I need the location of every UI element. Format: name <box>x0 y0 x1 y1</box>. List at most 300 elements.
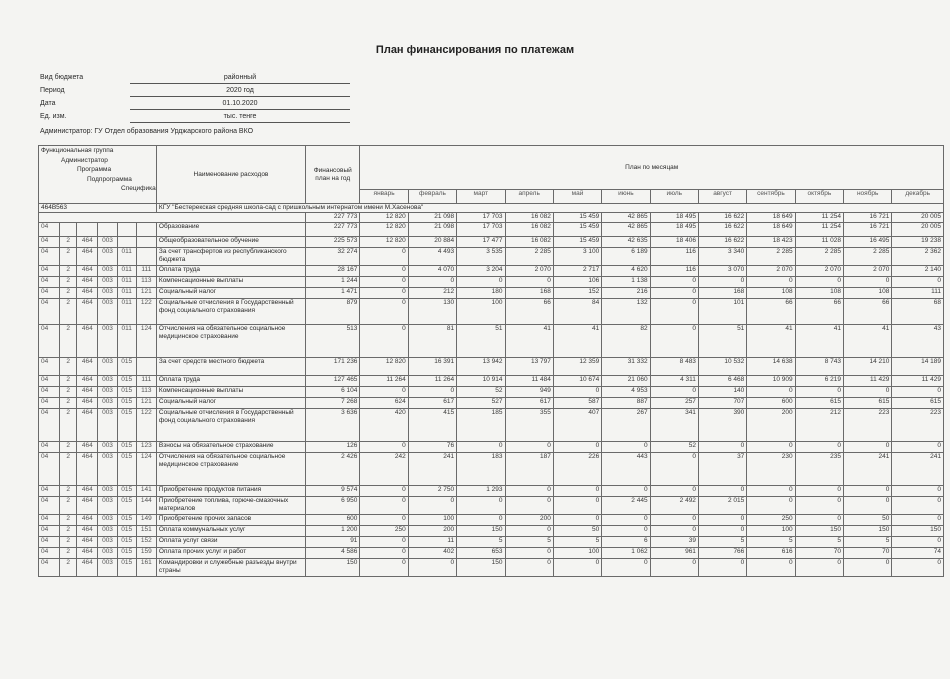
annual-plan-cell: 1 471 <box>306 288 360 299</box>
classification-code-cell: 124 <box>136 453 156 486</box>
month-cell: 4 493 <box>408 248 456 266</box>
month-cell: 108 <box>844 288 892 299</box>
month-cell: 66 <box>844 299 892 325</box>
month-cell: 0 <box>892 442 944 453</box>
functional-group-cell: 04 <box>39 288 60 299</box>
annual-plan-header: Финансовый план на год <box>306 146 360 204</box>
month-cell: 0 <box>360 277 408 288</box>
subprogram-cell: 003 <box>98 288 117 299</box>
month-cell: 235 <box>795 453 843 486</box>
month-cell: 21 060 <box>602 376 650 387</box>
month-cell: 0 <box>747 387 795 398</box>
expense-name-cell: Социальный налог <box>156 398 305 409</box>
month-cell: 0 <box>650 453 698 486</box>
expense-name-cell: Оплата коммунальных услуг <box>156 526 305 537</box>
classification-code-cell <box>136 248 156 266</box>
month-header: июль <box>650 190 698 204</box>
expense-name-cell: Приобретение топлива, горюче-смазочных материалов <box>156 497 305 515</box>
month-cell: 108 <box>795 288 843 299</box>
month-cell: 0 <box>844 387 892 398</box>
month-cell: 200 <box>408 526 456 537</box>
month-cell: 11 484 <box>505 376 553 387</box>
specifics-cell: 015 <box>117 358 136 376</box>
month-cell: 0 <box>795 442 843 453</box>
month-cell: 2 070 <box>747 266 795 277</box>
month-cell: 0 <box>844 497 892 515</box>
annual-plan-cell: 126 <box>306 442 360 453</box>
month-cell: 0 <box>698 277 746 288</box>
month-cell: 766 <box>698 548 746 559</box>
annual-plan-cell: 6 950 <box>306 497 360 515</box>
month-cell: 18 406 <box>650 237 698 248</box>
month-cell: 51 <box>457 325 505 358</box>
functional-group-label: Функциональная группа <box>41 147 114 154</box>
month-cell: 16 391 <box>408 358 456 376</box>
month-cell: 0 <box>360 537 408 548</box>
month-cell: 82 <box>602 325 650 358</box>
administrator-cell: 2 <box>60 548 77 559</box>
date-label: Дата <box>40 100 56 107</box>
org-name: КГУ "Бестерекская средняя школа-сад с пришкольным интернатом имени М.Хасенова" <box>156 204 943 213</box>
classification-code-cell: 141 <box>136 486 156 497</box>
month-cell: 100 <box>457 299 505 325</box>
month-cell: 150 <box>892 526 944 537</box>
month-cell: 0 <box>505 559 553 577</box>
month-cell: 150 <box>457 526 505 537</box>
month-cell: 12 820 <box>360 237 408 248</box>
annual-plan-cell: 227 773 <box>306 223 360 237</box>
annual-plan-cell: 32 274 <box>306 248 360 266</box>
specifics-cell: 011 <box>117 266 136 277</box>
month-cell: 617 <box>505 398 553 409</box>
program-cell: 464 <box>77 248 98 266</box>
specifics-cell: 015 <box>117 398 136 409</box>
expense-name-cell: Взносы на обязательное страхование <box>156 442 305 453</box>
expense-name-cell: Компенсационные выплаты <box>156 387 305 398</box>
specifics-cell: 011 <box>117 288 136 299</box>
month-cell: 16 721 <box>844 223 892 237</box>
month-cell: 42 865 <box>602 223 650 237</box>
month-cell: 11 254 <box>795 213 843 223</box>
month-cell: 2 362 <box>892 248 944 266</box>
month-cell: 52 <box>650 442 698 453</box>
month-cell: 17 477 <box>457 237 505 248</box>
classification-code-cell <box>136 237 156 248</box>
classification-code-cell: 159 <box>136 548 156 559</box>
month-cell: 187 <box>505 453 553 486</box>
month-cell: 0 <box>553 559 601 577</box>
month-cell: 0 <box>892 515 944 526</box>
subprogram-cell: 003 <box>98 358 117 376</box>
month-cell: 0 <box>650 559 698 577</box>
subprogram-cell: 003 <box>98 442 117 453</box>
month-cell: 68 <box>892 299 944 325</box>
expense-name-cell: Оплата услуг связи <box>156 537 305 548</box>
annual-plan-cell: 600 <box>306 515 360 526</box>
month-cell: 0 <box>650 288 698 299</box>
month-cell: 2 070 <box>844 266 892 277</box>
specifics-cell: 015 <box>117 548 136 559</box>
month-cell: 4 311 <box>650 376 698 387</box>
table-row <box>39 526 944 537</box>
administrator-cell: 2 <box>60 387 77 398</box>
month-cell: 150 <box>795 526 843 537</box>
month-cell: 5 <box>505 537 553 548</box>
month-cell: 76 <box>408 442 456 453</box>
month-cell: 0 <box>650 526 698 537</box>
month-cell: 0 <box>747 442 795 453</box>
classification-code-cell <box>136 358 156 376</box>
annual-plan-cell: 171 236 <box>306 358 360 376</box>
month-cell: 0 <box>360 548 408 559</box>
month-cell: 16 622 <box>698 237 746 248</box>
month-cell: 3 100 <box>553 248 601 266</box>
month-cell: 0 <box>650 277 698 288</box>
specifics-cell <box>117 223 136 237</box>
month-cell: 15 459 <box>553 237 601 248</box>
month-cell: 0 <box>892 277 944 288</box>
month-cell: 2 285 <box>505 248 553 266</box>
month-cell: 14 638 <box>747 358 795 376</box>
annual-plan-cell: 127 465 <box>306 376 360 387</box>
subprogram-cell: 003 <box>98 515 117 526</box>
table-row <box>39 442 944 453</box>
administrator-cell: 2 <box>60 526 77 537</box>
month-cell: 1 062 <box>602 548 650 559</box>
month-cell: 0 <box>505 548 553 559</box>
month-cell: 0 <box>360 497 408 515</box>
month-cell: 15 459 <box>553 213 601 223</box>
classification-code-cell: 121 <box>136 398 156 409</box>
month-cell: 100 <box>553 548 601 559</box>
program-cell: 464 <box>77 515 98 526</box>
table-row <box>39 497 944 515</box>
month-cell: 230 <box>747 453 795 486</box>
month-cell: 0 <box>505 486 553 497</box>
classification-code-cell: 121 <box>136 288 156 299</box>
month-cell: 6 189 <box>602 248 650 266</box>
program-cell: 464 <box>77 299 98 325</box>
classification-code-cell <box>136 223 156 237</box>
period-label: Период <box>40 87 65 94</box>
month-cell: 0 <box>844 486 892 497</box>
month-cell: 600 <box>747 398 795 409</box>
program-label: Программа <box>77 166 112 173</box>
program-cell: 464 <box>77 453 98 486</box>
month-cell: 20 005 <box>892 223 944 237</box>
month-cell: 1 138 <box>602 277 650 288</box>
month-cell: 41 <box>844 325 892 358</box>
expense-name-cell: Общеобразовательное обучение <box>156 237 305 248</box>
expense-name-cell: Социальные отчисления в Государственный фонд социального страхования <box>156 299 305 325</box>
month-cell: 2 750 <box>408 486 456 497</box>
administrator-cell: 2 <box>60 277 77 288</box>
functional-group-cell: 04 <box>39 376 60 387</box>
month-cell: 5 <box>747 537 795 548</box>
month-cell: 140 <box>698 387 746 398</box>
specifics-cell: 015 <box>117 526 136 537</box>
month-cell: 0 <box>795 515 843 526</box>
financing-table <box>38 145 944 577</box>
month-cell: 200 <box>505 515 553 526</box>
functional-group-cell: 04 <box>39 559 60 577</box>
program-cell: 464 <box>77 277 98 288</box>
month-cell: 2 492 <box>650 497 698 515</box>
table-row <box>39 288 944 299</box>
annual-plan-cell: 28 167 <box>306 266 360 277</box>
classification-header <box>39 146 157 204</box>
month-cell: 250 <box>747 515 795 526</box>
administrator-cell: 2 <box>60 299 77 325</box>
month-cell: 0 <box>360 288 408 299</box>
org-total-row <box>39 213 944 223</box>
monthly-plan-header: План по месяцам <box>360 146 944 190</box>
subprogram-cell: 003 <box>98 559 117 577</box>
expense-name-cell: Оплата труда <box>156 376 305 387</box>
month-cell: 341 <box>650 409 698 442</box>
administrator-cell: 2 <box>60 442 77 453</box>
classification-code-cell: 111 <box>136 376 156 387</box>
program-cell: 464 <box>77 442 98 453</box>
month-cell: 0 <box>602 526 650 537</box>
month-cell: 707 <box>698 398 746 409</box>
month-cell: 101 <box>698 299 746 325</box>
month-cell: 2 285 <box>747 248 795 266</box>
unit-value: тыс. тенге <box>130 113 350 123</box>
month-header: март <box>457 190 505 204</box>
month-cell: 2 717 <box>553 266 601 277</box>
month-cell: 0 <box>457 515 505 526</box>
month-cell: 0 <box>602 559 650 577</box>
month-cell: 241 <box>892 453 944 486</box>
subprogram-cell: 003 <box>98 376 117 387</box>
month-cell: 15 459 <box>553 223 601 237</box>
month-cell: 111 <box>892 288 944 299</box>
month-cell: 6 219 <box>795 376 843 387</box>
administrator-line: Администратор: ГУ Отдел образования Урджарского района ВКО <box>40 128 254 135</box>
subprogram-cell: 003 <box>98 548 117 559</box>
expense-name-cell: Приобретение продуктов питания <box>156 486 305 497</box>
month-cell: 21 098 <box>408 213 456 223</box>
month-cell: 116 <box>650 248 698 266</box>
month-cell: 10 914 <box>457 376 505 387</box>
expense-name-cell: Отчисления на обязательное социальное медицинское страхование <box>156 325 305 358</box>
month-cell: 2 285 <box>795 248 843 266</box>
subprogram-cell: 003 <box>98 325 117 358</box>
month-cell: 0 <box>408 277 456 288</box>
month-cell: 51 <box>698 325 746 358</box>
month-cell: 407 <box>553 409 601 442</box>
month-cell: 0 <box>553 497 601 515</box>
month-cell: 0 <box>747 497 795 515</box>
program-cell: 464 <box>77 237 98 248</box>
functional-group-cell: 04 <box>39 537 60 548</box>
month-cell: 0 <box>457 442 505 453</box>
month-cell: 617 <box>408 398 456 409</box>
month-cell: 0 <box>747 486 795 497</box>
month-cell: 41 <box>747 325 795 358</box>
functional-group-cell: 04 <box>39 526 60 537</box>
month-cell: 84 <box>553 299 601 325</box>
functional-group-cell: 04 <box>39 398 60 409</box>
month-cell: 0 <box>457 277 505 288</box>
month-cell: 42 635 <box>602 237 650 248</box>
expense-name-cell: Оплата прочих услуг и работ <box>156 548 305 559</box>
month-cell: 70 <box>844 548 892 559</box>
month-cell: 37 <box>698 453 746 486</box>
classification-code-cell: 111 <box>136 266 156 277</box>
month-cell: 0 <box>408 497 456 515</box>
month-cell: 13 942 <box>457 358 505 376</box>
month-cell: 20 005 <box>892 213 944 223</box>
program-cell: 464 <box>77 548 98 559</box>
expense-name-cell: Оплата труда <box>156 266 305 277</box>
org-total-blank <box>39 213 306 223</box>
month-cell: 11 264 <box>408 376 456 387</box>
month-header: январь <box>360 190 408 204</box>
subprogram-cell: 003 <box>98 248 117 266</box>
subprogram-cell: 003 <box>98 537 117 548</box>
month-header: апрель <box>505 190 553 204</box>
specifics-cell: 015 <box>117 442 136 453</box>
month-cell: 0 <box>892 387 944 398</box>
table-row <box>39 387 944 398</box>
expense-name-cell: Образование <box>156 223 305 237</box>
month-cell: 2 285 <box>844 248 892 266</box>
month-cell: 200 <box>747 409 795 442</box>
month-cell: 14 210 <box>844 358 892 376</box>
month-cell: 420 <box>360 409 408 442</box>
subprogram-cell: 003 <box>98 497 117 515</box>
month-cell: 0 <box>698 486 746 497</box>
month-cell: 0 <box>795 497 843 515</box>
month-cell: 0 <box>505 277 553 288</box>
month-cell: 8 743 <box>795 358 843 376</box>
table-row <box>39 548 944 559</box>
month-cell: 5 <box>457 537 505 548</box>
month-cell: 17 703 <box>457 223 505 237</box>
month-cell: 11 <box>408 537 456 548</box>
month-cell: 0 <box>795 387 843 398</box>
month-cell: 402 <box>408 548 456 559</box>
specifics-cell: 015 <box>117 486 136 497</box>
table-row <box>39 559 944 577</box>
month-cell: 267 <box>602 409 650 442</box>
month-cell: 0 <box>698 442 746 453</box>
functional-group-cell: 04 <box>39 223 60 237</box>
program-cell: 464 <box>77 358 98 376</box>
month-cell: 527 <box>457 398 505 409</box>
table-row <box>39 515 944 526</box>
expense-name-cell: Отчисления на обязательное социальное медицинское страхование <box>156 453 305 486</box>
month-cell: 41 <box>505 325 553 358</box>
subprogram-cell: 003 <box>98 299 117 325</box>
month-cell: 0 <box>360 266 408 277</box>
month-cell: 10 674 <box>553 376 601 387</box>
month-cell: 2 070 <box>505 266 553 277</box>
administrator-cell <box>60 223 77 237</box>
annual-plan-cell: 2 426 <box>306 453 360 486</box>
classification-code-cell: 161 <box>136 559 156 577</box>
month-cell: 0 <box>795 559 843 577</box>
month-cell: 16 495 <box>844 237 892 248</box>
functional-group-cell: 04 <box>39 299 60 325</box>
specifics-cell: 015 <box>117 409 136 442</box>
table-row <box>39 409 944 442</box>
month-cell: 0 <box>505 526 553 537</box>
month-cell: 2 070 <box>795 266 843 277</box>
month-cell: 0 <box>505 497 553 515</box>
month-cell: 18 649 <box>747 223 795 237</box>
program-cell: 464 <box>77 376 98 387</box>
month-cell: 216 <box>602 288 650 299</box>
month-cell: 0 <box>360 515 408 526</box>
annual-plan-cell: 225 573 <box>306 237 360 248</box>
program-cell: 464 <box>77 398 98 409</box>
month-cell: 18 649 <box>747 213 795 223</box>
month-cell: 5 <box>844 537 892 548</box>
table-row <box>39 277 944 288</box>
month-cell: 116 <box>650 266 698 277</box>
month-cell: 0 <box>698 559 746 577</box>
table-row <box>39 537 944 548</box>
specifics-cell: 011 <box>117 325 136 358</box>
month-cell: 223 <box>892 409 944 442</box>
annual-plan-cell: 150 <box>306 559 360 577</box>
month-cell: 226 <box>553 453 601 486</box>
subprogram-cell: 003 <box>98 277 117 288</box>
classification-code-cell: 113 <box>136 277 156 288</box>
program-cell: 464 <box>77 288 98 299</box>
month-cell: 11 028 <box>795 237 843 248</box>
month-cell: 3 204 <box>457 266 505 277</box>
month-cell: 74 <box>892 548 944 559</box>
expense-name-cell: Приобретение прочих запасов <box>156 515 305 526</box>
month-cell: 16 082 <box>505 237 553 248</box>
month-cell: 0 <box>602 515 650 526</box>
month-cell: 0 <box>457 497 505 515</box>
specifics-cell: 011 <box>117 248 136 266</box>
administrator-cell: 2 <box>60 376 77 387</box>
org-code: 464В563 <box>39 204 157 213</box>
functional-group-cell: 04 <box>39 409 60 442</box>
month-cell: 168 <box>505 288 553 299</box>
month-header: сентябрь <box>747 190 795 204</box>
administrator-cell: 2 <box>60 486 77 497</box>
month-cell: 355 <box>505 409 553 442</box>
month-cell: 2 015 <box>698 497 746 515</box>
classification-code-cell: 113 <box>136 387 156 398</box>
expense-name-cell: За счет трансфертов из республиканского бюджета <box>156 248 305 266</box>
functional-group-cell: 04 <box>39 453 60 486</box>
annual-plan-cell: 91 <box>306 537 360 548</box>
month-cell: 70 <box>795 548 843 559</box>
month-cell: 3 070 <box>698 266 746 277</box>
subprogram-cell: 003 <box>98 409 117 442</box>
month-cell: 50 <box>844 515 892 526</box>
functional-group-cell: 04 <box>39 548 60 559</box>
month-cell: 14 189 <box>892 358 944 376</box>
month-cell: 0 <box>795 277 843 288</box>
month-cell: 150 <box>457 559 505 577</box>
month-cell: 16 622 <box>698 213 746 223</box>
month-cell: 43 <box>892 325 944 358</box>
month-cell: 0 <box>553 387 601 398</box>
classification-code-cell: 151 <box>136 526 156 537</box>
month-cell: 3 340 <box>698 248 746 266</box>
date-value: 01.10.2020 <box>130 100 350 110</box>
subprogram-cell: 003 <box>98 453 117 486</box>
